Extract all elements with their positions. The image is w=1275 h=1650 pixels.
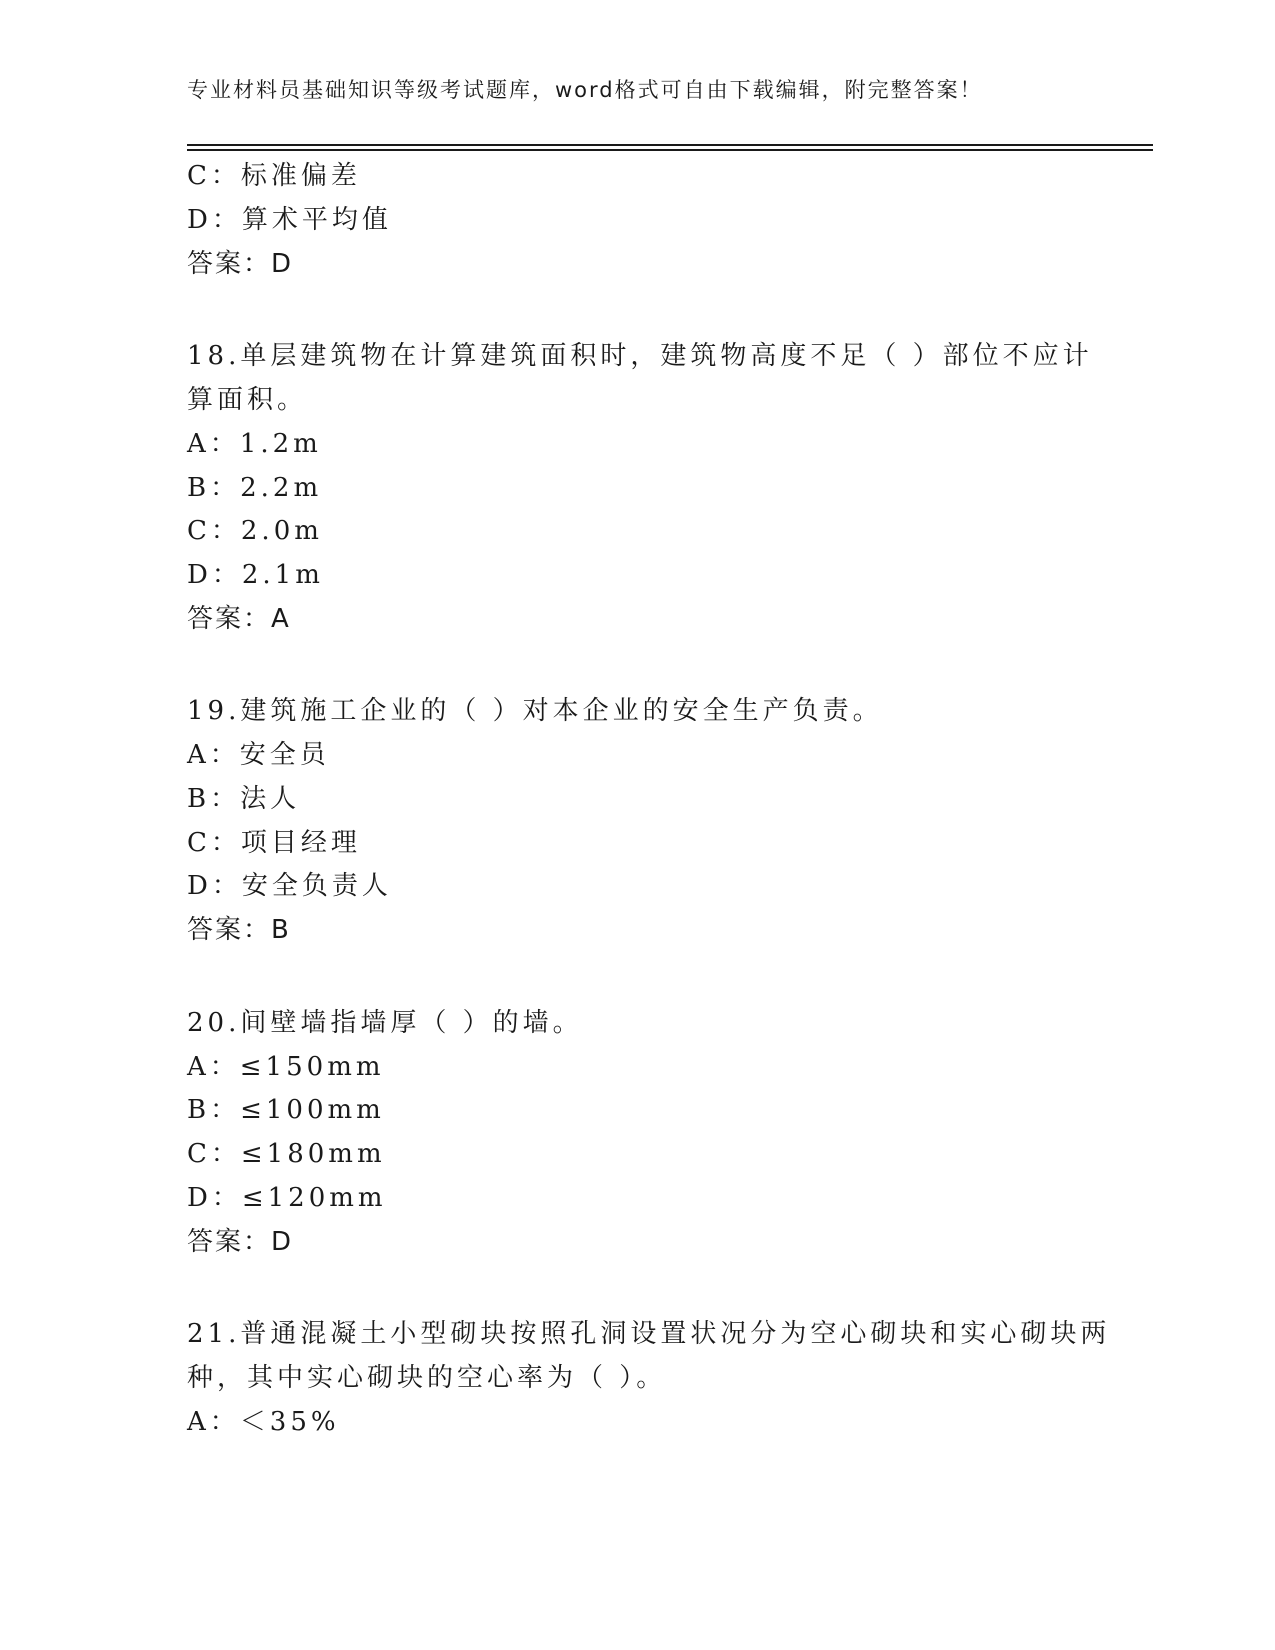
header-rule-bottom bbox=[187, 149, 1153, 151]
question-20-option-c: C：≤180mm bbox=[187, 1139, 386, 1169]
question-18-option-c: C：2.0m bbox=[187, 516, 323, 546]
answer: 答案：D bbox=[187, 249, 294, 279]
question-20-option-b: B：≤100mm bbox=[187, 1095, 385, 1125]
question-19-answer: 答案：B bbox=[187, 915, 291, 945]
question-19-option-d: D：安全负责人 bbox=[187, 871, 392, 901]
question-21-stem-line-2: 种，其中实心砌块的空心率为（ ）。 bbox=[187, 1363, 667, 1393]
question-20-option-d: D：≤120mm bbox=[187, 1183, 387, 1213]
question-19-option-c: C：项目经理 bbox=[187, 828, 361, 858]
question-18-option-a: A：1.2m bbox=[187, 429, 322, 459]
question-20-answer: 答案：D bbox=[187, 1227, 294, 1257]
header-rule-top bbox=[187, 144, 1153, 146]
question-19-option-b: B：法人 bbox=[187, 784, 301, 814]
question-21-option-a: A：＜35% bbox=[187, 1407, 340, 1437]
question-19-option-a: A：安全员 bbox=[187, 740, 330, 770]
option-c: C：标准偏差 bbox=[187, 161, 361, 191]
question-21-stem-line-1: 21.普通混凝土小型砌块按照孔洞设置状况分为空心砌块和实心砌块两 bbox=[187, 1319, 1111, 1349]
question-18-stem-line-1: 18.单层建筑物在计算建筑面积时，建筑物高度不足（ ）部位不应计 bbox=[187, 341, 1093, 371]
question-18-stem-line-2: 算面积。 bbox=[187, 385, 308, 415]
question-18-answer: 答案：A bbox=[187, 604, 291, 634]
question-18-option-d: D：2.1m bbox=[187, 560, 324, 590]
question-19-stem: 19.建筑施工企业的（ ）对本企业的安全生产负责。 bbox=[187, 696, 883, 726]
question-20-option-a: A：≤150mm bbox=[187, 1052, 385, 1082]
question-20-stem: 20.间壁墙指墙厚（ ）的墙。 bbox=[187, 1008, 583, 1038]
question-18-option-b: B：2.2m bbox=[187, 473, 323, 503]
page-header: 专业材料员基础知识等级考试题库，word格式可自由下载编辑，附完整答案！ bbox=[187, 78, 983, 102]
option-d: D：算术平均值 bbox=[187, 205, 392, 235]
